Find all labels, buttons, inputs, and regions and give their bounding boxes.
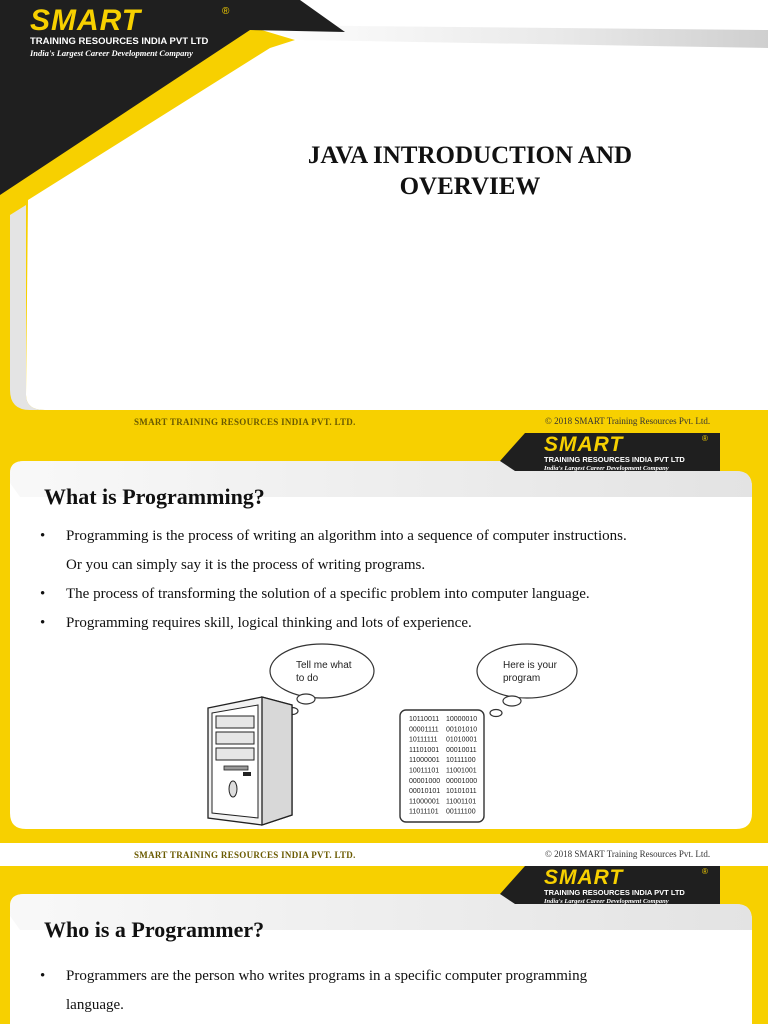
logo-tagline: India's Largest Career Development Company: [544, 464, 669, 472]
slide1-background: [0, 0, 768, 433]
slide-heading: Who is a Programmer?: [44, 917, 265, 942]
binary-line: 00010101: [409, 788, 441, 796]
logo: [30, 4, 230, 58]
bullet-text-continued: language.: [66, 997, 124, 1013]
logo-brand: SMART: [544, 433, 624, 456]
title-line-1: JAVA INTRODUCTION AND: [307, 142, 633, 169]
slide-who-is-programmer: [0, 866, 768, 1024]
binary-line: 10111100: [446, 757, 476, 765]
bullet-text: Programming requires skill, logical thinking and lots of experience.: [66, 615, 472, 631]
binary-line: 11000001: [409, 757, 440, 765]
binary-line: 10011101: [409, 767, 440, 775]
footer-company: SMART TRAINING RESOURCES INDIA PVT. LTD.: [134, 850, 356, 860]
computer-illustration: [0, 433, 768, 866]
binary-line: 11101001: [409, 746, 440, 754]
binary-line: 00111100: [446, 808, 476, 816]
binary-line: 00001111: [409, 726, 439, 734]
bubble-text-2: program: [503, 673, 541, 684]
binary-line: 10111111: [409, 736, 438, 744]
slide-what-is-programming: [0, 433, 768, 866]
bullet-dot: •: [40, 615, 46, 631]
binary-line: 10110011: [409, 716, 440, 723]
bullet-list: [40, 962, 740, 1020]
bullet-dot: •: [40, 528, 46, 544]
bubble-text-1: Here is your: [503, 660, 557, 671]
computer-tower-icon: [208, 697, 292, 825]
footer-copyright: © 2018 SMART Training Resources Pvt. Ltd.: [545, 416, 711, 426]
footer-company: SMART TRAINING RESOURCES INDIA PVT. LTD.: [134, 417, 356, 427]
slide-title: [0, 0, 768, 433]
bubble-text-2: to do: [296, 673, 319, 684]
bullet-text: The process of transforming the solution of a specific problem into computer language.: [66, 586, 590, 602]
bullet-dot: •: [40, 586, 46, 602]
logo: [544, 866, 708, 905]
binary-line: 00010011: [446, 746, 477, 754]
logo-company: TRAINING RESOURCES INDIA PVT LTD: [544, 455, 685, 464]
registered-mark: ®: [222, 6, 230, 17]
bullet-text-continued: Or you can simply say it is the process of writing programs.: [66, 557, 426, 573]
logo-brand: SMART: [544, 866, 624, 889]
bullet-text: Programming is the process of writing an algorithm into a sequence of computer instructions.: [66, 528, 627, 544]
slide-heading: What is Programming?: [44, 484, 265, 509]
registered-mark: ®: [702, 867, 708, 876]
logo-company: TRAINING RESOURCES INDIA PVT LTD: [544, 888, 685, 897]
binary-line: 00101010: [446, 726, 478, 734]
binary-code-sheet: [400, 710, 484, 822]
logo-tagline: India's Largest Career Development Company: [30, 47, 193, 58]
binary-line: 11000001: [409, 798, 440, 806]
bullet-item: [40, 962, 740, 1020]
binary-line: 11001101: [446, 798, 477, 806]
logo-brand: SMART: [30, 4, 142, 37]
binary-line: 10101011: [446, 788, 477, 796]
slide-title-text: [200, 140, 740, 202]
binary-line: 00001000: [446, 777, 478, 785]
bullet-text: Programmers are the person who writes programs in a specific computer programming: [66, 968, 588, 984]
footer-copyright: © 2018 SMART Training Resources Pvt. Ltd.: [545, 849, 711, 859]
registered-mark: ®: [702, 434, 708, 443]
binary-line: 10000010: [446, 716, 478, 723]
logo-tagline: India's Largest Career Development Company: [544, 897, 669, 905]
binary-line: 01010001: [446, 736, 478, 744]
bubble-text-1: Tell me what: [296, 660, 352, 671]
thought-bubble-program: [477, 644, 577, 717]
title-line-2: OVERVIEW: [399, 173, 541, 200]
bullet-dot: •: [40, 968, 46, 984]
binary-line: 00001000: [409, 777, 441, 785]
logo-company: TRAINING RESOURCES INDIA PVT LTD: [30, 36, 209, 47]
binary-line: 11011101: [409, 808, 439, 816]
binary-line: 11001001: [446, 767, 477, 775]
